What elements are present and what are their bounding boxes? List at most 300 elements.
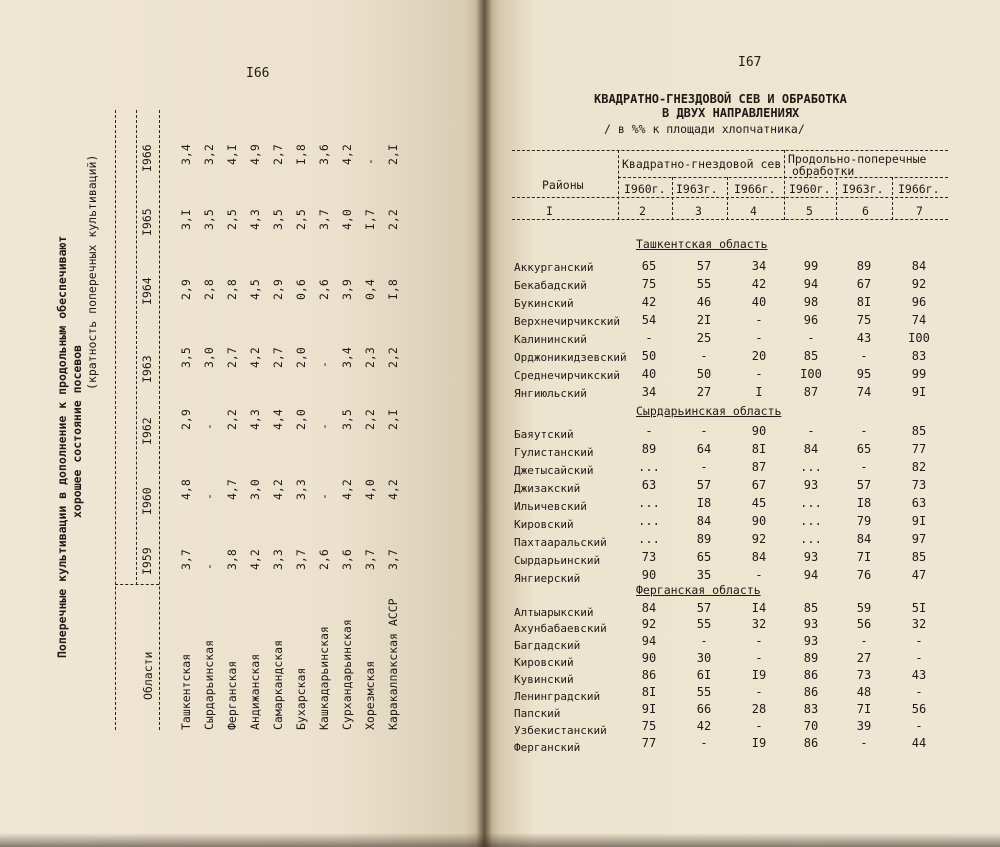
cell: 32 bbox=[911, 617, 927, 631]
top-rule bbox=[512, 150, 948, 151]
cell: 75 bbox=[856, 313, 872, 327]
cell: 73 bbox=[641, 550, 657, 564]
district-name: Кировский bbox=[514, 518, 574, 531]
district-name: Кувинский bbox=[514, 673, 574, 686]
cell: ... bbox=[800, 514, 822, 528]
cell: 66 bbox=[696, 702, 712, 716]
cell: - bbox=[317, 493, 331, 500]
cell: 4,9 bbox=[248, 144, 262, 165]
cell: 42 bbox=[641, 295, 657, 309]
cell: 8I bbox=[641, 685, 657, 699]
table-title-line2: хорошее состояние посевов bbox=[70, 344, 84, 518]
cell: 3,3 bbox=[271, 549, 285, 570]
cell: 7I bbox=[856, 702, 872, 716]
cell: 4,2 bbox=[340, 144, 354, 165]
cell: 3,4 bbox=[179, 144, 193, 165]
cell: 2,6 bbox=[317, 549, 331, 570]
cell: - bbox=[755, 313, 763, 327]
year-header: I959 bbox=[140, 547, 154, 575]
cell: 85 bbox=[911, 424, 927, 438]
cell: - bbox=[915, 719, 923, 733]
cell: I8 bbox=[696, 496, 712, 510]
cell: 3,6 bbox=[340, 549, 354, 570]
cell: I8 bbox=[856, 496, 872, 510]
cell: 57 bbox=[696, 259, 712, 273]
district-name: Сырдарьинский bbox=[514, 554, 601, 567]
page-number: I67 bbox=[738, 55, 762, 70]
cell: 98 bbox=[803, 295, 819, 309]
col-divider bbox=[836, 177, 837, 220]
cell: 94 bbox=[803, 568, 819, 582]
rotated-table bbox=[55, 30, 475, 730]
header-rule bbox=[159, 110, 160, 730]
district-name: Узбекистанский bbox=[514, 724, 607, 737]
cell: ... bbox=[800, 496, 822, 510]
cell: 92 bbox=[751, 532, 767, 546]
cell: 89 bbox=[641, 442, 657, 456]
year-header: I963г. bbox=[842, 182, 884, 196]
region-name: Самаркандская bbox=[271, 639, 285, 730]
cell: 84 bbox=[911, 259, 927, 273]
cell: 27 bbox=[856, 651, 872, 665]
district-name: Букинский bbox=[514, 297, 574, 310]
cell: 90 bbox=[641, 568, 657, 582]
cell: 3,7 bbox=[317, 209, 331, 230]
cell: - bbox=[860, 424, 868, 438]
cell: - bbox=[755, 719, 763, 733]
cell: 2,9 bbox=[179, 279, 193, 300]
district-name: Ленинградский bbox=[514, 690, 601, 703]
cell: 65 bbox=[641, 259, 657, 273]
cell: 3,7 bbox=[363, 549, 377, 570]
district-name: Бекабадский bbox=[514, 279, 587, 292]
cell: 70 bbox=[803, 719, 819, 733]
cell: I4 bbox=[751, 601, 767, 615]
region-name: Бухарская bbox=[294, 667, 308, 730]
cell: 39 bbox=[856, 719, 872, 733]
cell: 9I bbox=[911, 514, 927, 528]
year-header: I963 bbox=[140, 355, 154, 383]
cell: ... bbox=[638, 460, 660, 474]
cell: 35 bbox=[696, 568, 712, 582]
cell: 77 bbox=[911, 442, 927, 456]
cell: 2I bbox=[696, 313, 712, 327]
district-name: Гулистанский bbox=[514, 446, 594, 459]
cell: 73 bbox=[911, 478, 927, 492]
cell: 83 bbox=[803, 702, 819, 716]
cell: ... bbox=[638, 514, 660, 528]
cell: 4,I bbox=[225, 144, 239, 165]
cell: 3,2 bbox=[202, 144, 216, 165]
year-header: I966г. bbox=[898, 182, 940, 196]
cell: I00 bbox=[800, 367, 822, 381]
col-number: 4 bbox=[750, 204, 757, 218]
cell: 4,2 bbox=[271, 479, 285, 500]
cell: 67 bbox=[856, 277, 872, 291]
cell: 87 bbox=[751, 460, 767, 474]
year-header: I966 bbox=[140, 144, 154, 172]
cell: 84 bbox=[696, 514, 712, 528]
year-rule bbox=[136, 110, 137, 585]
cell: - bbox=[700, 460, 708, 474]
col-number: I bbox=[546, 204, 553, 218]
cell: ... bbox=[800, 460, 822, 474]
cell: 64 bbox=[696, 442, 712, 456]
district-name: Папский bbox=[514, 707, 561, 720]
cell: - bbox=[202, 493, 216, 500]
cell: 43 bbox=[856, 331, 872, 345]
cell: 74 bbox=[856, 385, 872, 399]
cell: 2,8 bbox=[225, 279, 239, 300]
cell: - bbox=[755, 367, 763, 381]
cell: 67 bbox=[751, 478, 767, 492]
group-header: Квадратно-гнездовой сев bbox=[622, 157, 782, 171]
cell: 3,5 bbox=[340, 409, 354, 430]
cell: 9I bbox=[911, 385, 927, 399]
cell: 96 bbox=[911, 295, 927, 309]
cell: 4,3 bbox=[248, 409, 262, 430]
region-name: Андижанская bbox=[248, 653, 262, 730]
cell: 2,9 bbox=[271, 279, 285, 300]
cell: 8I bbox=[751, 442, 767, 456]
region-name: Сурхандарьинская bbox=[340, 619, 354, 730]
cell: - bbox=[860, 460, 868, 474]
cell: 2,7 bbox=[225, 347, 239, 368]
cell: - bbox=[700, 634, 708, 648]
cell: 32 bbox=[751, 617, 767, 631]
cell: 5I bbox=[911, 601, 927, 615]
cell: 93 bbox=[803, 617, 819, 631]
cell: 2,8 bbox=[202, 279, 216, 300]
cell: 84 bbox=[641, 601, 657, 615]
cell: 55 bbox=[696, 277, 712, 291]
year-header: I960 bbox=[140, 487, 154, 515]
cell: 90 bbox=[751, 424, 767, 438]
cell: - bbox=[202, 563, 216, 570]
cell: 0,4 bbox=[363, 279, 377, 300]
cell: 42 bbox=[696, 719, 712, 733]
cell: 75 bbox=[641, 277, 657, 291]
cell: 56 bbox=[911, 702, 927, 716]
cell: 82 bbox=[911, 460, 927, 474]
cell: I9 bbox=[751, 736, 767, 750]
cell: 86 bbox=[803, 685, 819, 699]
cell: - bbox=[860, 349, 868, 363]
cell: - bbox=[755, 331, 763, 345]
cell: 2,2 bbox=[386, 347, 400, 368]
cell: 6I bbox=[696, 668, 712, 682]
cell: 8I bbox=[856, 295, 872, 309]
district-name: Пахтааральский bbox=[514, 536, 607, 549]
cell: - bbox=[915, 651, 923, 665]
district-name: Калининский bbox=[514, 333, 587, 346]
cell: 4,0 bbox=[363, 479, 377, 500]
cell: 57 bbox=[856, 478, 872, 492]
section-title: Ташкентская область bbox=[636, 237, 768, 251]
cell: 90 bbox=[751, 514, 767, 528]
cell: 9I bbox=[641, 702, 657, 716]
cell: 30 bbox=[696, 651, 712, 665]
cell: 65 bbox=[856, 442, 872, 456]
cell: ... bbox=[638, 496, 660, 510]
col-number: 5 bbox=[806, 204, 813, 218]
cell: 4,0 bbox=[340, 209, 354, 230]
cell: 4,5 bbox=[248, 279, 262, 300]
region-name: Ферганская bbox=[225, 660, 239, 730]
cell: 2,7 bbox=[271, 144, 285, 165]
cell: 55 bbox=[696, 617, 712, 631]
cell: 3,4 bbox=[340, 347, 354, 368]
year-header: I965 bbox=[140, 208, 154, 236]
cell: 40 bbox=[641, 367, 657, 381]
cell: 97 bbox=[911, 532, 927, 546]
cell: 3,5 bbox=[271, 209, 285, 230]
cell: 57 bbox=[696, 601, 712, 615]
page-number: I66 bbox=[246, 66, 270, 81]
cell: 46 bbox=[696, 295, 712, 309]
table-title: КВАДРАТНО-ГНЕЗДОВОЙ СЕВ И ОБРАБОТКА bbox=[594, 92, 847, 106]
cell: 63 bbox=[641, 478, 657, 492]
district-name: Багдадский bbox=[514, 639, 581, 652]
section-title: Сырдарьинская область bbox=[636, 404, 782, 418]
cell: 47 bbox=[911, 568, 927, 582]
cell: 3,I bbox=[179, 209, 193, 230]
cell: 2,I bbox=[386, 144, 400, 165]
cell: 94 bbox=[803, 277, 819, 291]
year-header: I966г. bbox=[734, 182, 776, 196]
district-name: Среднечирчикский bbox=[514, 369, 620, 382]
cell: - bbox=[755, 651, 763, 665]
cell: - bbox=[755, 685, 763, 699]
cell: 3,7 bbox=[386, 549, 400, 570]
cell: 2,7 bbox=[271, 347, 285, 368]
cell: 54 bbox=[641, 313, 657, 327]
col-divider bbox=[784, 150, 785, 220]
district-name: Алтыарыкский bbox=[514, 606, 594, 619]
cell: 3,0 bbox=[248, 479, 262, 500]
cell: 48 bbox=[856, 685, 872, 699]
cell: 83 bbox=[911, 349, 927, 363]
district-name: Ильичевский bbox=[514, 500, 587, 513]
top-rule bbox=[115, 110, 116, 730]
cell: 86 bbox=[641, 668, 657, 682]
district-name: Баяутский bbox=[514, 428, 574, 441]
cell: 76 bbox=[856, 568, 872, 582]
group-header-line2: обработки bbox=[792, 164, 855, 178]
table-title-line2: В ДВУХ НАПРАВЛЕНИЯХ bbox=[662, 106, 800, 120]
group-header: Продольно-поперечные bbox=[788, 152, 927, 166]
section-title: Ферганская область bbox=[636, 583, 761, 597]
cell: 79 bbox=[856, 514, 872, 528]
cell: 2,5 bbox=[294, 209, 308, 230]
cell: 0,6 bbox=[294, 279, 308, 300]
cell: 93 bbox=[803, 478, 819, 492]
region-name: Каракалпакская АССР bbox=[386, 598, 400, 730]
cell: 63 bbox=[911, 496, 927, 510]
cell: 2,2 bbox=[363, 409, 377, 430]
cell: 55 bbox=[696, 685, 712, 699]
cell: - bbox=[645, 331, 653, 345]
cell: 93 bbox=[803, 550, 819, 564]
cell: 4,2 bbox=[248, 347, 262, 368]
cell: - bbox=[317, 423, 331, 430]
cell: 4,4 bbox=[271, 409, 285, 430]
cell: 3,0 bbox=[202, 347, 216, 368]
cell: 3,6 bbox=[317, 144, 331, 165]
district-name: Орджоникидзевский bbox=[514, 351, 627, 364]
number-rule bbox=[512, 219, 948, 220]
cell: 43 bbox=[911, 668, 927, 682]
group-rule bbox=[618, 177, 948, 178]
cell: 86 bbox=[803, 668, 819, 682]
cell: 90 bbox=[641, 651, 657, 665]
left-page bbox=[0, 0, 484, 847]
district-name: Ферганский bbox=[514, 741, 581, 754]
cell: 45 bbox=[751, 496, 767, 510]
cell: 34 bbox=[751, 259, 767, 273]
book-spine bbox=[476, 0, 492, 847]
cell: 96 bbox=[803, 313, 819, 327]
cell: 56 bbox=[856, 617, 872, 631]
cell: 2,6 bbox=[317, 279, 331, 300]
cell: 4,3 bbox=[248, 209, 262, 230]
cell: - bbox=[807, 424, 815, 438]
cell: 2,5 bbox=[225, 209, 239, 230]
cell: - bbox=[860, 736, 868, 750]
cell: - bbox=[645, 424, 653, 438]
cell: - bbox=[363, 158, 377, 165]
year-header: I963г. bbox=[676, 182, 718, 196]
cell: 65 bbox=[696, 550, 712, 564]
district-name: Ахунбабаевский bbox=[514, 622, 607, 635]
region-name: Ташкентская bbox=[179, 653, 193, 730]
cell: 89 bbox=[803, 651, 819, 665]
cell: 27 bbox=[696, 385, 712, 399]
cell: 84 bbox=[803, 442, 819, 456]
cell: 75 bbox=[641, 719, 657, 733]
cell: 3,9 bbox=[340, 279, 354, 300]
cell: 3,3 bbox=[294, 479, 308, 500]
cell: 7I bbox=[856, 550, 872, 564]
cell: 40 bbox=[751, 295, 767, 309]
cell: 3,8 bbox=[225, 549, 239, 570]
cell: - bbox=[915, 685, 923, 699]
cell: 85 bbox=[803, 349, 819, 363]
cell: 4,7 bbox=[225, 479, 239, 500]
cell: 2,0 bbox=[294, 347, 308, 368]
cell: - bbox=[317, 361, 331, 368]
cell: I,8 bbox=[294, 144, 308, 165]
cell: 3,7 bbox=[179, 549, 193, 570]
col-divider bbox=[672, 177, 673, 220]
cell: - bbox=[915, 634, 923, 648]
header-rule bbox=[512, 197, 948, 198]
cell: I,7 bbox=[363, 209, 377, 230]
col-number: 7 bbox=[916, 204, 923, 218]
district-name: Янгиюльский bbox=[514, 387, 587, 400]
cell: - bbox=[700, 736, 708, 750]
cell: 92 bbox=[911, 277, 927, 291]
cell: 42 bbox=[751, 277, 767, 291]
table-subtitle: / в %% к площади хлопчатника/ bbox=[604, 122, 805, 136]
cell: 74 bbox=[911, 313, 927, 327]
cell: 2,9 bbox=[179, 409, 193, 430]
cell: 25 bbox=[696, 331, 712, 345]
cell: ... bbox=[800, 532, 822, 546]
cell: - bbox=[700, 349, 708, 363]
cell: 28 bbox=[751, 702, 767, 716]
cell: 93 bbox=[803, 634, 819, 648]
cell: ... bbox=[638, 532, 660, 546]
cell: 99 bbox=[911, 367, 927, 381]
col-header-rayony: Районы bbox=[542, 178, 584, 192]
cell: 95 bbox=[856, 367, 872, 381]
col-header-region: Области bbox=[141, 651, 155, 700]
cell: I,8 bbox=[386, 279, 400, 300]
cell: I bbox=[755, 385, 763, 399]
bottom-edge-shadow bbox=[0, 833, 1000, 847]
year-header: I964 bbox=[140, 277, 154, 305]
cell: 2,3 bbox=[363, 347, 377, 368]
year-header: I962 bbox=[140, 417, 154, 445]
cell: 89 bbox=[856, 259, 872, 273]
col-divider bbox=[892, 177, 893, 220]
cell: - bbox=[202, 423, 216, 430]
cell: 4,2 bbox=[248, 549, 262, 570]
district-name: Янгиерский bbox=[514, 572, 581, 585]
cell: 3,5 bbox=[202, 209, 216, 230]
region-name: Кашкадарьинская bbox=[317, 626, 331, 730]
region-name: Сырдарьинская bbox=[202, 639, 216, 730]
cell: 59 bbox=[856, 601, 872, 615]
col-divider bbox=[115, 584, 159, 585]
cell: - bbox=[755, 634, 763, 648]
cell: 50 bbox=[641, 349, 657, 363]
cell: 86 bbox=[803, 736, 819, 750]
cell: 2,0 bbox=[294, 409, 308, 430]
cell: 84 bbox=[751, 550, 767, 564]
cell: 34 bbox=[641, 385, 657, 399]
cell: - bbox=[755, 568, 763, 582]
district-name: Аккурганский bbox=[514, 261, 594, 274]
cell: I00 bbox=[908, 331, 930, 345]
cell: - bbox=[700, 424, 708, 438]
col-divider bbox=[618, 150, 619, 220]
right-page bbox=[484, 0, 1000, 847]
cell: 50 bbox=[696, 367, 712, 381]
cell: 2,2 bbox=[225, 409, 239, 430]
cell: 2,I bbox=[386, 409, 400, 430]
cell: 85 bbox=[911, 550, 927, 564]
district-name: Джетысайский bbox=[514, 464, 594, 477]
col-divider bbox=[727, 177, 728, 220]
district-name: Джизакский bbox=[514, 482, 581, 495]
cell: 4,2 bbox=[386, 479, 400, 500]
cell: 87 bbox=[803, 385, 819, 399]
cell: - bbox=[860, 634, 868, 648]
cell: 3,5 bbox=[179, 347, 193, 368]
cell: 44 bbox=[911, 736, 927, 750]
cell: 84 bbox=[856, 532, 872, 546]
region-name: Хорезмская bbox=[363, 660, 377, 730]
cell: 99 bbox=[803, 259, 819, 273]
cell: 4,2 bbox=[340, 479, 354, 500]
cell: I9 bbox=[751, 668, 767, 682]
cell: 92 bbox=[641, 617, 657, 631]
year-header: I960г. bbox=[789, 182, 831, 196]
cell: 57 bbox=[696, 478, 712, 492]
cell: 2,2 bbox=[386, 209, 400, 230]
